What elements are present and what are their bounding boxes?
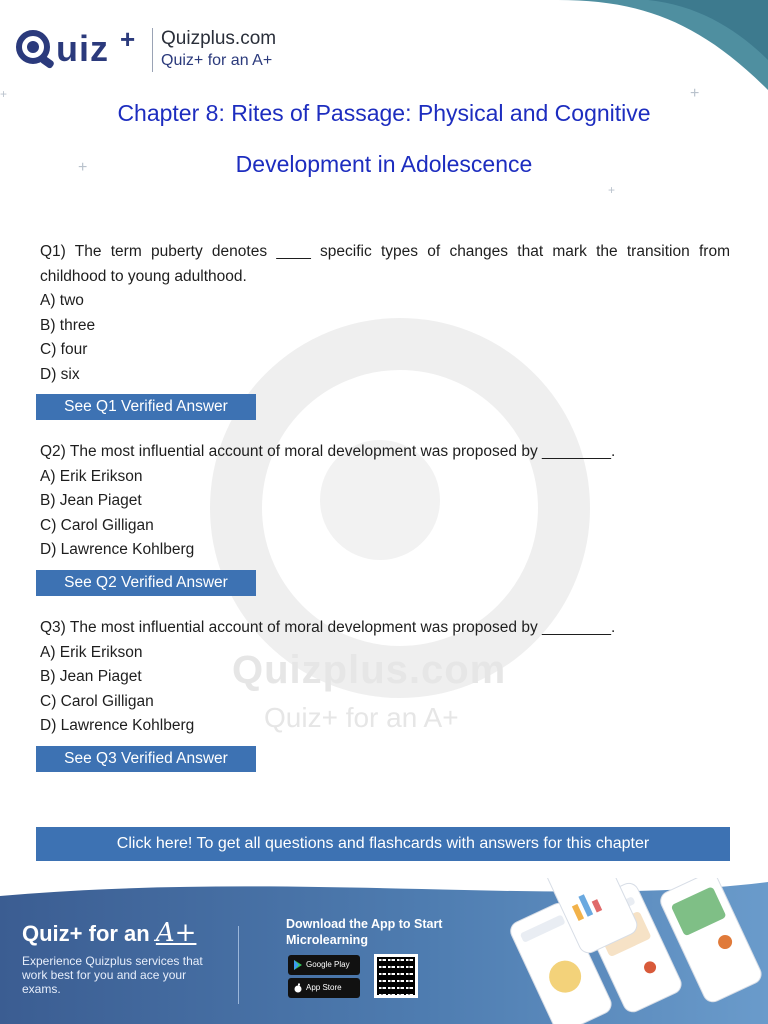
footer-banner (0, 878, 768, 1024)
apple-icon (293, 983, 303, 993)
question-3 (40, 616, 730, 739)
google-play-label: Google Play (306, 960, 350, 969)
question-text: Q2) The most influential account of moral development was proposed by ________. (40, 443, 616, 460)
footer-description: Experience Quizplus services that work best for you and ace your exams. (22, 954, 203, 996)
site-tagline: Quiz+ for an A+ (161, 52, 273, 69)
footer-divider (238, 926, 239, 1004)
see-q2-answer-button[interactable]: See Q2 Verified Answer (36, 570, 256, 596)
option-b: B) Jean Piaget (40, 492, 142, 509)
watermark-site-name: Quizplus.com (232, 648, 507, 692)
option-d: D) Lawrence Kohlberg (40, 541, 195, 558)
option-c: C) Carol Gilligan (40, 692, 154, 710)
app-store-label: App Store (306, 983, 342, 992)
plus-decoration: + (0, 87, 8, 101)
question-text: Q3) The most influential account of moral development was proposed by ________. (40, 619, 616, 636)
site-name: Quizplus.com (161, 28, 277, 49)
footer-brand-prefix: Quiz+ for an (22, 921, 150, 946)
option-a: A) Erik Erikson (40, 467, 143, 485)
get-all-questions-link[interactable]: Click here! To get all questions and flashcards with answers for this chapter (36, 827, 730, 861)
option-c: C) four (40, 341, 88, 358)
option-c: C) Carol Gilligan (40, 516, 154, 534)
chapter-title: Chapter 8: Rites of Passage: Physical and Cognitive Development in Adolescence (117, 100, 651, 177)
footer-brand-aplus: A+ (155, 918, 197, 948)
footer-brand (22, 918, 196, 948)
watermark-tagline: Quiz+ for an A+ (264, 702, 459, 733)
question-text: Q1) The term puberty denotes ____ specific types of changes that mark the transition from childhood to young adulthood. (40, 243, 730, 285)
see-q1-answer-button[interactable]: See Q1 Verified Answer (36, 394, 256, 420)
option-b: B) three (40, 316, 96, 334)
question-2 (40, 440, 730, 563)
header-logo[interactable] (16, 24, 276, 76)
see-q3-answer-button[interactable]: See Q3 Verified Answer (36, 746, 256, 772)
google-play-button[interactable] (288, 955, 360, 975)
option-b: B) Jean Piaget (40, 668, 142, 685)
plus-decoration: + (690, 85, 700, 102)
option-d: D) Lawrence Kohlberg (40, 717, 195, 734)
quiz-plus-logo-icon: uiz + (16, 24, 152, 76)
google-play-icon (293, 960, 303, 970)
option-a: A) two (40, 292, 84, 309)
plus-decoration: + (78, 159, 88, 176)
option-d: D) six (40, 365, 80, 383)
download-app-text: Download the App to Start Microlearning (286, 917, 443, 947)
question-1 (40, 240, 730, 387)
logo-divider (152, 28, 153, 72)
option-a: A) Erik Erikson (40, 643, 143, 661)
qr-code-icon[interactable] (374, 954, 418, 998)
app-store-button[interactable] (288, 978, 360, 998)
plus-decoration: + (608, 183, 616, 197)
app-phones-illustration (500, 878, 768, 1024)
